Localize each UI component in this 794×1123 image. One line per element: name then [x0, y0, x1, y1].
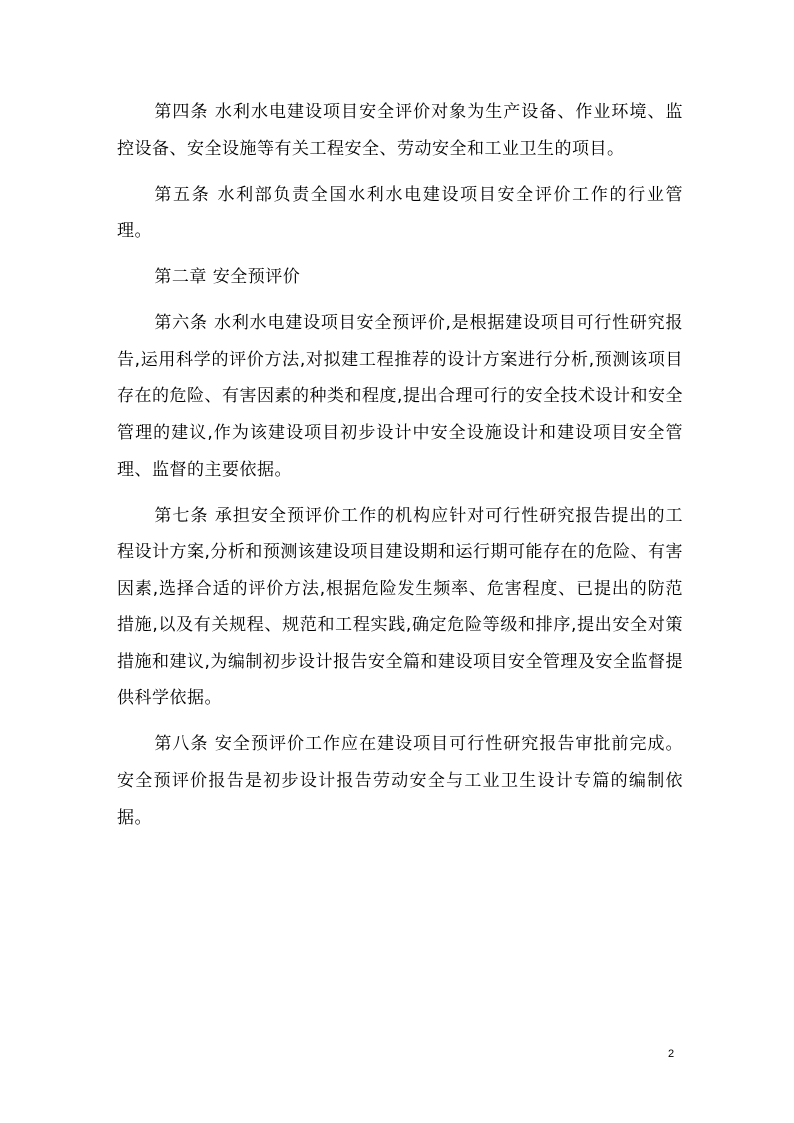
chapter-2-heading: 第二章 安全预评价 — [154, 267, 301, 288]
page-number: 2 — [668, 1048, 675, 1060]
article-6-paragraph: 第六条 水利水电建设项目安全预评价,是根据建设项目可行性研究报告,运用科学的评价方法,对拟建工程推荐的设计方案进行分析,预测该项目存在的危险、有害因素的种类和程度,提出合理可行的安全技术设计和安全管理的建议,作为该建设项目初步设计中安全设施设计和建设项目安全管理、监督的主要依据。 — [117, 313, 683, 480]
article-7-paragraph: 第七条 承担安全预评价工作的机构应针对可行性研究报告提出的工程设计方案,分析和预测该建设项目建设期和运行期可能存在的危险、有害因素,选择合适的评价方法,根据危险发生频率、危害程度、已提出的防范措施,以及有关规程、规范和工程实践,确定危险等级和排序,提出安全对策措施和建议,为编制初步设计报告安全篇和建设项目安全管理及安全监督提供科学依据。 — [117, 505, 683, 709]
article-5-paragraph: 第五条 水利部负责全国水利水电建设项目安全评价工作的行业管理。 — [117, 184, 683, 242]
article-4-paragraph: 第四条 水利水电建设项目安全评价对象为生产设备、作业环境、监控设备、安全设施等有关工程安全、劳动安全和工业卫生的项目。 — [117, 102, 683, 159]
document-body — [117, 94, 683, 846]
article-8-paragraph: 第八条 安全预评价工作应在建设项目可行性研究报告审批前完成。安全预评价报告是初步设计报告劳动安全与工业卫生设计专篇的编制依据。 — [117, 734, 683, 828]
